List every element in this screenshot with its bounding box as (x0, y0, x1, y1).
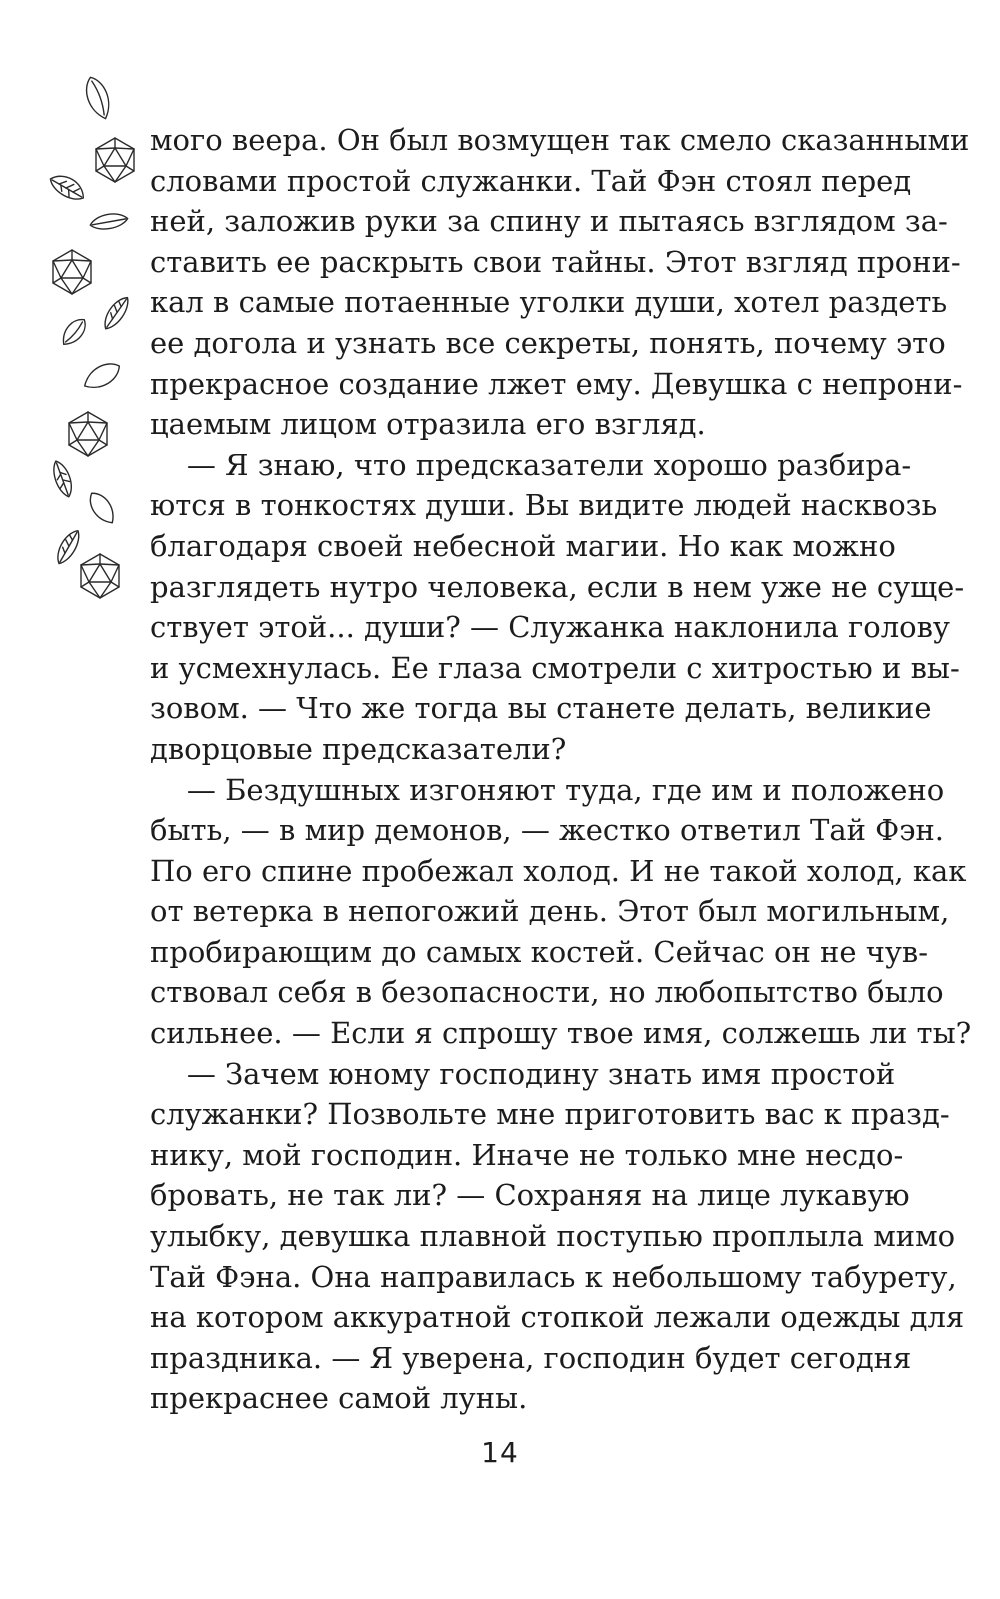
text-line: прекраснее самой луны. (150, 1381, 528, 1416)
text-line: ствовал себя в безопасности, но любопытство было (150, 975, 944, 1010)
text-line: ются в тонкостях души. Вы видите людей насквозь (150, 488, 938, 523)
petal-icon (58, 315, 91, 350)
text-line: кал в самые потаенные уголки души, хотел раздеть (150, 285, 948, 320)
leaf-icon (89, 211, 129, 232)
text-line: пробирающим до самых костей. Сейчас он не чув- (150, 934, 929, 969)
text-line: ствует этой... души? — Служанка наклонила голову (150, 610, 950, 645)
leaf-icon (50, 459, 76, 500)
text-line: служанки? Позвольте мне приготовить вас к празд- (150, 1097, 950, 1132)
text-line: праздника. — Я уверена, господин будет сегодня (150, 1340, 912, 1375)
leaf-icon (53, 527, 84, 567)
text-line: словами простой служанки. Тай Фэн стоял перед (150, 163, 912, 198)
text-line: мого веера. Он был возмущен так смело сказанными (150, 123, 970, 157)
petal-icon (80, 358, 124, 394)
text-line: цаемым лицом отразила его взгляд. (150, 407, 706, 442)
text-line: — Я знаю, что предсказатели хорошо разбира- (150, 447, 912, 482)
page-number: 14 (481, 1436, 519, 1469)
petal-icon (81, 74, 114, 122)
text-line: дворцовые предсказатели? (150, 731, 567, 766)
text-line: разглядеть нутро человека, если в нем уже не суще- (150, 569, 965, 604)
text-line: прекрасное создание лжет ему. Девушка с непрони- (150, 366, 963, 401)
polyhedron-icon (96, 138, 134, 182)
text-line: бровать, не так ли? — Сохраняя на лице лукавую (150, 1178, 910, 1213)
text-line: — Зачем юному господину знать имя простой (150, 1056, 896, 1091)
text-line: зовом. — Что же тогда вы станете делать, великие (150, 691, 932, 726)
text-line: — Бездушных изгоняют туда, где им и положено (150, 772, 945, 807)
leaf-icon (100, 293, 133, 332)
text-line: быть, — в мир демонов, — жестко ответил Тай Фэн. (150, 813, 945, 848)
decorative-vine (40, 60, 140, 620)
text-line: нику, мой господин. Иначе не только мне несдо- (150, 1137, 904, 1172)
text-line: ней, заложив руки за спину и пытаясь взглядом за- (150, 204, 948, 239)
text-line: и усмехнулась. Ее глаза смотрели с хитростью и вы- (150, 650, 960, 685)
text-line: ставить ее раскрыть свои тайны. Этот взгляд прони- (150, 244, 961, 279)
text-line: на котором аккуратной стопкой лежали одежды для (150, 1300, 965, 1335)
polyhedron-icon (69, 412, 107, 456)
text-line: ее догола и узнать все секреты, понять, почему это (150, 325, 946, 360)
polyhedron-icon (81, 554, 119, 598)
text-line: благодаря своей небесной магии. Но как можно (150, 528, 896, 563)
text-line: сильнее. — Если я спрошу твое имя, солжешь ли ты? (150, 1016, 972, 1051)
text-line: улыбку, девушка плавной поступью проплыла мимо (150, 1219, 956, 1254)
text-line: Тай Фэна. Она направилась к небольшому табурету, (150, 1259, 957, 1294)
text-line: По его спине пробежал холод. И не такой холод, как (150, 853, 967, 888)
leaf-icon (47, 170, 89, 205)
polyhedron-icon (53, 250, 91, 294)
petal-icon (85, 488, 120, 527)
body-text (150, 120, 972, 1419)
text-line: от ветерка в непогожий день. Этот был могильным, (150, 894, 950, 929)
